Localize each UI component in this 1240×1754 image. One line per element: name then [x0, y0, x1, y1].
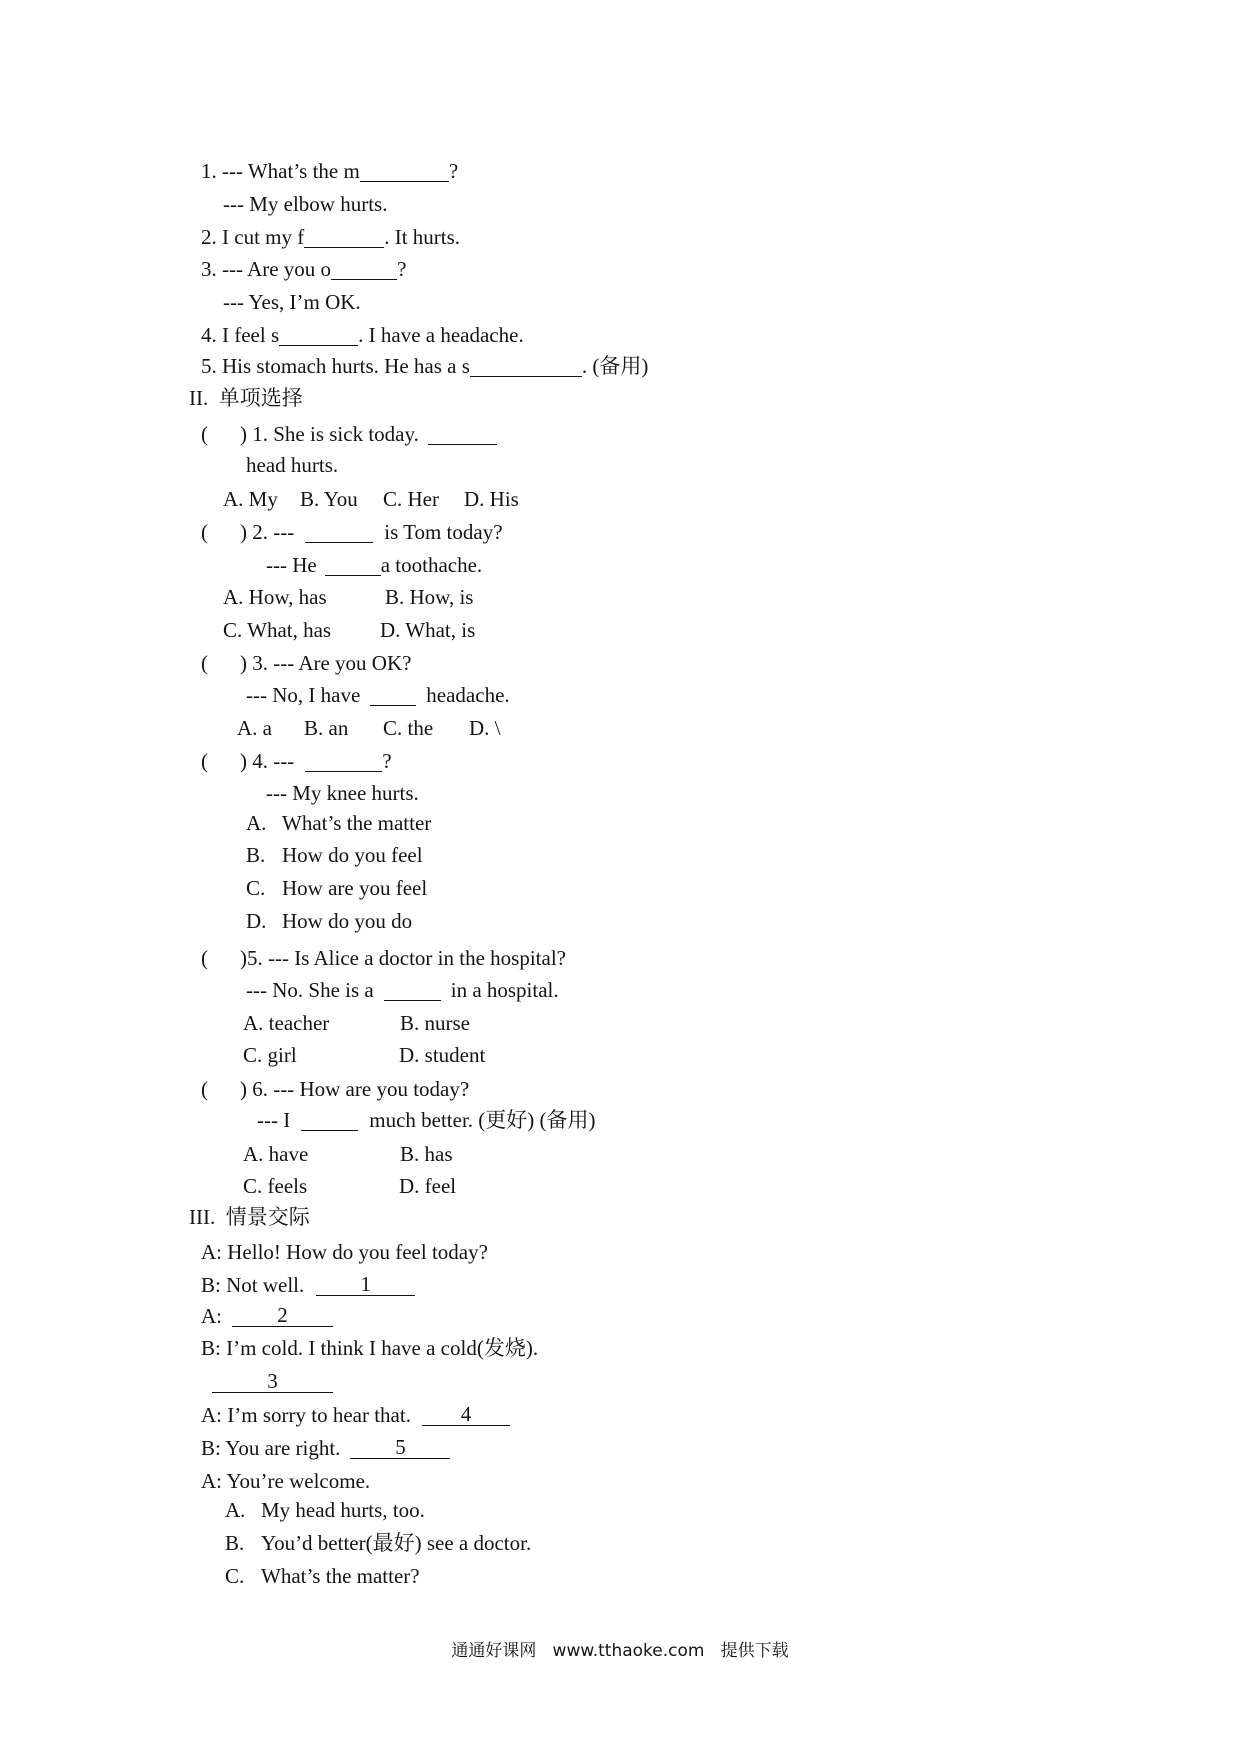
- reply-text: --- My elbow hurts.: [223, 192, 388, 216]
- answer-blank: [279, 327, 358, 346]
- option-text: What’s the matter: [282, 811, 432, 835]
- answer-paren: [201, 422, 208, 446]
- dialogue-text: A: Hello! How do you feel today?: [201, 1240, 488, 1264]
- mc-question-1-line2: [246, 453, 338, 477]
- answer-blank: [305, 753, 382, 772]
- dialogue-text: A: I’m sorry to hear that.: [201, 1403, 411, 1427]
- option-text: D. \: [469, 716, 501, 740]
- paren-open: (: [201, 946, 208, 970]
- section-heading-text: III. 情景交际: [189, 1205, 310, 1229]
- option-b: [400, 1142, 453, 1166]
- dialogue-line-1: [201, 1240, 488, 1264]
- option-letter: C.: [246, 876, 266, 900]
- answer-blank: [301, 1112, 358, 1131]
- blank-number: 4: [460, 1402, 472, 1426]
- option-a: [223, 585, 327, 609]
- option-b: [304, 716, 348, 740]
- question-stem: ?: [382, 749, 392, 773]
- paren-open: (: [201, 749, 208, 773]
- option-letter: D.: [246, 909, 267, 933]
- option-text: My head hurts, too.: [261, 1498, 425, 1522]
- section-heading-dialogue: [189, 1205, 310, 1229]
- mc-question-6: [240, 1077, 469, 1101]
- option-c: [383, 716, 433, 740]
- question-text: headache.: [426, 683, 510, 707]
- dialogue-line-4: [201, 1336, 538, 1360]
- fill-question-1: [201, 159, 458, 183]
- question-text: 1. --- What’s the m: [201, 159, 360, 183]
- question-text: . (备用): [581, 354, 649, 378]
- question-stem: )5. --- Is Alice a doctor in the hospital?: [240, 946, 566, 970]
- option-text: D. His: [464, 487, 519, 511]
- option-text: You’d better(最好) see a doctor.: [261, 1531, 532, 1555]
- option-a: [237, 716, 272, 740]
- option-text: C. girl: [243, 1043, 297, 1067]
- option-a-letter: [246, 811, 266, 835]
- option-d-letter: [246, 909, 266, 933]
- dialogue-line-8: [201, 1469, 370, 1493]
- question-text: --- I: [257, 1108, 291, 1132]
- option-text: D. What, is: [380, 618, 476, 642]
- dialogue-option-c-letter: [225, 1564, 244, 1588]
- option-text: C. What, has: [223, 618, 332, 642]
- option-text: A. teacher: [243, 1011, 330, 1035]
- mc-question-5-line2: [246, 978, 559, 1002]
- question-text: 3. --- Are you o: [201, 257, 332, 281]
- answer-blank: [360, 163, 449, 182]
- dialogue-option-c: [261, 1564, 420, 1588]
- option-text: A. How, has: [223, 585, 327, 609]
- option-c: [223, 618, 331, 642]
- dialogue-option-a-letter: [225, 1498, 245, 1522]
- answer-paren: [201, 1077, 208, 1101]
- blank-number: 3: [267, 1369, 278, 1393]
- answer-blank: [305, 524, 373, 543]
- fill-question-3-reply: [223, 290, 361, 314]
- option-a: [282, 811, 431, 835]
- fill-question-5: [201, 354, 648, 378]
- dialogue-line-6: [201, 1403, 510, 1427]
- option-letter: A.: [225, 1498, 246, 1522]
- paren-open: (: [201, 520, 208, 544]
- option-c: [243, 1174, 307, 1198]
- option-d: [464, 487, 519, 511]
- option-text: B. How, is: [385, 585, 474, 609]
- dialogue-blank: [422, 1402, 510, 1426]
- fill-question-4: [201, 323, 524, 347]
- option-b: [300, 487, 358, 511]
- option-c: [243, 1043, 297, 1067]
- option-text: D. student: [399, 1043, 486, 1067]
- blank-number: 5: [395, 1435, 406, 1459]
- question-text: . I have a headache.: [358, 323, 524, 347]
- option-letter: C.: [225, 1564, 245, 1588]
- question-text: a toothache.: [380, 553, 483, 577]
- mc-question-4-line2: [266, 781, 419, 805]
- question-text: --- He: [266, 553, 317, 577]
- section-heading-text: II. 单项选择: [189, 386, 303, 410]
- question-stem: ) 2. ---: [240, 520, 295, 544]
- option-text: A. a: [237, 716, 272, 740]
- answer-blank: [331, 261, 397, 280]
- question-text: ?: [397, 257, 407, 281]
- option-text: B. an: [304, 716, 349, 740]
- option-d: [469, 716, 501, 740]
- option-text: C. feels: [243, 1174, 308, 1198]
- answer-paren: [201, 651, 208, 675]
- dialogue-text: B: Not well.: [201, 1273, 305, 1297]
- question-stem: ) 6. --- How are you today?: [240, 1077, 470, 1101]
- dialogue-option-a: [261, 1498, 425, 1522]
- answer-paren: [201, 749, 208, 773]
- option-c: [383, 487, 439, 511]
- dialogue-text: A: You’re welcome.: [201, 1469, 371, 1493]
- option-letter: B.: [225, 1531, 245, 1555]
- option-text: C. Her: [383, 487, 439, 511]
- dialogue-option-b: [261, 1531, 531, 1555]
- question-text: 5. His stomach hurts. He has a s: [201, 354, 470, 378]
- mc-question-2: [240, 520, 503, 544]
- question-text: head hurts.: [246, 453, 339, 477]
- dialogue-text: B: I’m cold. I think I have a cold(发烧).: [201, 1336, 539, 1360]
- option-d: [380, 618, 475, 642]
- option-letter: B.: [246, 843, 266, 867]
- mc-question-1: [240, 422, 497, 446]
- dialogue-line-7: [201, 1436, 450, 1460]
- option-text: How do you feel: [282, 843, 423, 867]
- option-text: B. has: [400, 1142, 453, 1166]
- question-text: . It hurts.: [384, 225, 461, 249]
- option-b-letter: [246, 843, 265, 867]
- answer-paren: [201, 946, 208, 970]
- question-text: ?: [448, 159, 459, 183]
- option-a: [243, 1142, 308, 1166]
- dialogue-blank: [232, 1303, 333, 1327]
- question-text: 2. I cut my f: [201, 225, 305, 249]
- option-text: C. the: [383, 716, 434, 740]
- dialogue-blank: [212, 1369, 333, 1393]
- mc-question-3-line2: [246, 683, 510, 707]
- question-text: 4. I feel s: [201, 323, 280, 347]
- option-d: [399, 1043, 485, 1067]
- option-text: D. feel: [399, 1174, 457, 1198]
- option-a: [223, 487, 278, 511]
- fill-question-2: [201, 225, 460, 249]
- paren-open: (: [201, 1077, 208, 1101]
- mc-question-5: [240, 946, 566, 970]
- answer-blank: [428, 426, 497, 445]
- answer-paren: [201, 520, 208, 544]
- option-c: [282, 876, 427, 900]
- mc-question-4: [240, 749, 392, 773]
- mc-question-6-line2: [257, 1108, 596, 1132]
- option-text: How do you do: [282, 909, 413, 933]
- dialogue-text: B: You are right.: [201, 1436, 341, 1460]
- reply-text: --- Yes, I’m OK.: [223, 290, 361, 314]
- question-stem: ) 3. --- Are you OK?: [240, 651, 412, 675]
- question-text: --- My knee hurts.: [266, 781, 419, 805]
- option-b: [385, 585, 473, 609]
- option-text: A. have: [243, 1142, 309, 1166]
- dialogue-line-2: [201, 1273, 415, 1297]
- blank-number: 2: [277, 1303, 288, 1327]
- section-heading-multiple-choice: [189, 386, 303, 410]
- dialogue-blank: [316, 1272, 415, 1296]
- question-stem: ) 4. ---: [240, 749, 295, 773]
- question-text: in a hospital.: [450, 978, 559, 1002]
- option-text: B. You: [300, 487, 358, 511]
- dialogue-blank: [350, 1435, 450, 1459]
- option-a: [243, 1011, 329, 1035]
- option-text: B. nurse: [400, 1011, 470, 1035]
- paren-open: (: [201, 422, 208, 446]
- option-d: [282, 909, 412, 933]
- answer-blank: [370, 687, 416, 706]
- question-text: --- No, I have: [246, 683, 361, 707]
- option-b: [282, 843, 423, 867]
- dialogue-line-5: [212, 1370, 333, 1394]
- answer-blank: [304, 229, 384, 248]
- blank-number: 1: [360, 1272, 371, 1296]
- fill-question-1-reply: [223, 192, 387, 216]
- dialogue-text: A:: [201, 1304, 222, 1328]
- option-b: [400, 1011, 470, 1035]
- question-text: --- No. She is a: [246, 978, 374, 1002]
- question-stem: is Tom today?: [384, 520, 503, 544]
- page-footer: 通通好课网 www.tthaoke.com 提供下载: [451, 1641, 789, 1661]
- option-c-letter: [246, 876, 265, 900]
- dialogue-option-b-letter: [225, 1531, 244, 1555]
- dialogue-line-3: [201, 1304, 333, 1328]
- option-d: [399, 1174, 456, 1198]
- answer-blank: [384, 982, 441, 1001]
- option-text: A. My: [223, 487, 278, 511]
- mc-question-2-line2: [266, 553, 482, 577]
- fill-question-3: [201, 257, 406, 281]
- option-text: What’s the matter?: [261, 1564, 420, 1588]
- answer-blank: [470, 358, 582, 377]
- question-stem: ) 1. She is sick today.: [240, 422, 419, 446]
- option-text: How are you feel: [282, 876, 428, 900]
- question-text: much better. (更好) (备用): [369, 1108, 596, 1132]
- mc-question-3: [240, 651, 411, 675]
- answer-blank: [325, 557, 381, 576]
- paren-open: (: [201, 651, 208, 675]
- option-letter: A.: [246, 811, 267, 835]
